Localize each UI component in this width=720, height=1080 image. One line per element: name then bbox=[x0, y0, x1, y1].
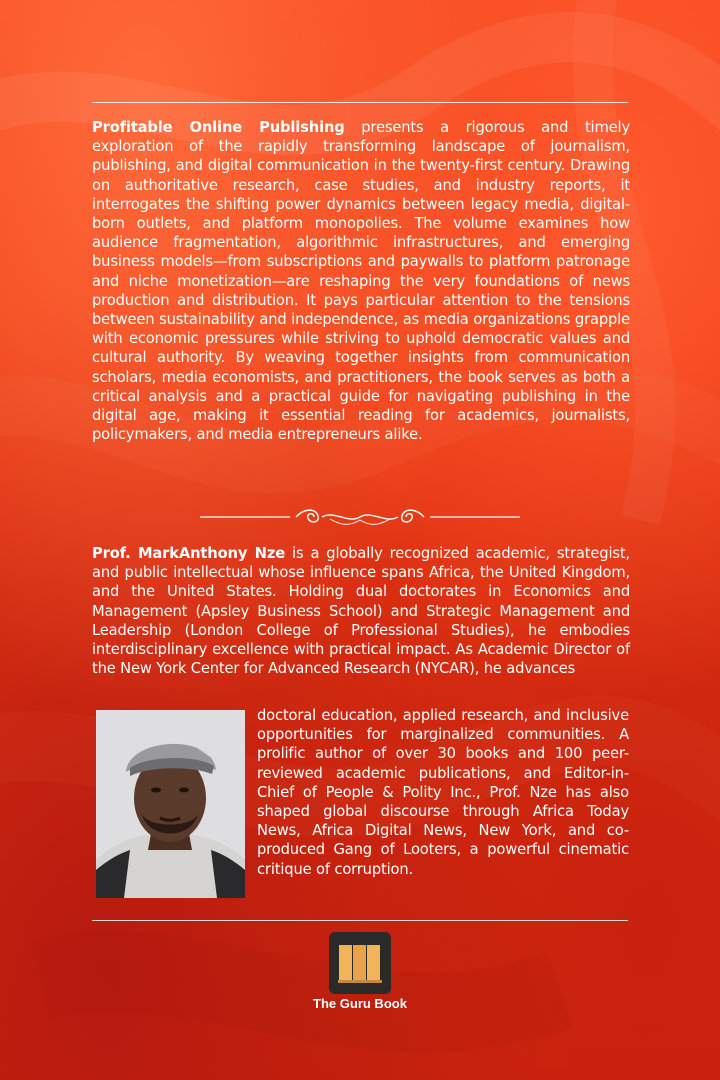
top-divider bbox=[92, 102, 628, 103]
author-bio-continued: doctoral education, applied research, and inclusive opportunities for marginalized communities. A prolific author of over 30 books and 100 peer-reviewed academic publications, and Editor-in-Chief of People & Polity Inc., Prof. Nze has also shaped global discourse through Africa Today News, Africa Digital News, New York, and co-produced Gang of Looters, a powerful cinematic critique of corruption. bbox=[257, 707, 629, 878]
book-title: Profitable Online Publishing bbox=[92, 119, 345, 136]
author-name: Prof. MarkAnthony Nze bbox=[92, 545, 286, 562]
book-description-text: presents a rigorous and timely exploration of the rapidly transforming landscape of journalism, publishing, and digital communication in the twenty-first century. Drawing on authoritative research, case studies, and industry reports, it interrogates the shifting power dynamics between legacy media, digital-born outlets, and platform monopolies. The volume examines how audience fragmentation, algorithmic infrastructures, and emerging business models—from subscriptions and paywalls to platform patronage and niche monetization—are reshaping the very foundations of news production and distribution. It pays particular attention to the tensions between sustainability and independence, as media organizations grapple with economic pressures while striving to uphold democratic values and cultural authority. By weaving together insights from communication scholars, media economists, and practitioners, the book serves as both a critical analysis and a practical guide for navigating publishing in the digital age, making it essential reading for academics, journalists, policymakers, and media entrepreneurs alike. bbox=[92, 119, 630, 444]
open-book-icon bbox=[329, 932, 391, 994]
book-description bbox=[92, 118, 630, 444]
publisher-logo bbox=[329, 932, 391, 994]
ornamental-divider-icon bbox=[200, 506, 520, 528]
author-bio-text: is a globally recognized academic, strategist, and public intellectual whose influence spans Africa, the United Kingdom, and the United States. Holding dual doctorates in Economics and Management (Apsley Business School) and Strategic Management and Leadership (London College of Professional Studies), he embodies interdisciplinary excellence with practical impact. As Academic Director of the New York Center for Advanced Research (NYCAR), he advances bbox=[92, 545, 631, 678]
author-bio bbox=[92, 544, 630, 678]
publisher-name: The Guru Book bbox=[313, 996, 407, 1011]
bottom-divider bbox=[92, 920, 628, 921]
author-photo bbox=[96, 710, 245, 898]
